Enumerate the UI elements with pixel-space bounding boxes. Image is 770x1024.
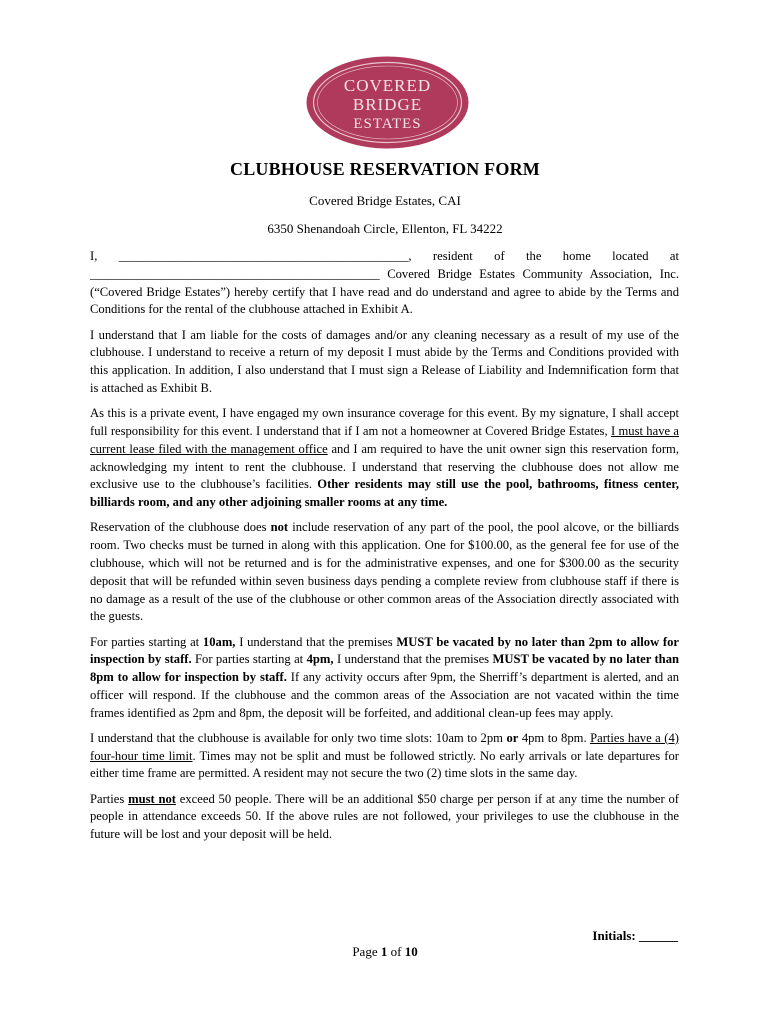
paragraph-insurance bbox=[90, 405, 679, 512]
text: I understand that the clubhouse is available for only two time slots: 10am to 2pm bbox=[90, 730, 507, 745]
logo-line-2: BRIDGE bbox=[352, 95, 423, 114]
paragraph-time-slots bbox=[90, 730, 679, 783]
initials-field: Initials: ______ bbox=[592, 928, 678, 943]
organization-name: Covered Bridge Estates, CAI bbox=[309, 193, 461, 208]
current-page: 1 bbox=[380, 944, 388, 959]
text: For parties starting at bbox=[90, 634, 203, 649]
text: I understand that the premises bbox=[333, 652, 493, 667]
text: Page bbox=[352, 944, 381, 959]
text: For parties starting at bbox=[191, 652, 307, 667]
text: If any activity occurs after 9pm, the Sherriff’s department is alerted, and an officer will respond. If the clubhouse and the common areas of the Association are not vacated within the time frames identified as 2pm and 8pm, the deposit will be forfeited, and additional clean-up fees may apply. bbox=[90, 670, 679, 720]
text: include reservation of any part of the pool, the pool alcove, or the billiards room. Two checks must be turned in along with this application. One for $100.00, as the general fee for use of the clubhouse, which will not be returned and is for the administrative expenses, and one for $300.00 as the security deposit that will be refunded within seven business days pending a complete review from clubhouse staff if there is no damage as a result of the use of the clubhouse or other common areas of the Association directly associated with the guests. bbox=[90, 520, 679, 624]
text-bold-underline: must not bbox=[128, 791, 176, 806]
text: I, ______________________________________________, resident of the home located at ______________________________________________ Covered Bridge Estates Community Association, Inc. (“Covered Bridge Estates”) hereby certify that I have read and do understand and agree to abide by the Terms and Conditions for the rental of the clubhouse attached in Exhibit A. bbox=[90, 249, 679, 317]
logo-line-3: ESTATES bbox=[353, 116, 422, 132]
text: Reservation of the clubhouse does bbox=[90, 520, 271, 535]
text-bold: 4pm, bbox=[306, 652, 334, 667]
text: . Times may not be split and must be followed strictly. No early arrivals or late departures for either time frame are permitted. A resident may not secure the two (2) time slots in the same day. bbox=[90, 748, 679, 781]
form-body bbox=[90, 248, 679, 851]
paragraph-capacity bbox=[90, 791, 679, 844]
text-bold: or bbox=[506, 730, 519, 745]
organization-address: 6350 Shenandoah Circle, Ellenton, FL 34222 bbox=[267, 221, 503, 236]
text: and I am required to have the unit owner sign this reservation form, acknowledging my intent to rent the clubhouse. I understand that reserving the clubhouse does not allow me exclusive use to the clubhouse’s facilities. bbox=[90, 441, 679, 492]
text-bold: MUST be vacated by no later than 2pm to allow for inspection by staff. bbox=[90, 634, 679, 667]
lease-requirement: I must have a current lease filed with the management office bbox=[90, 423, 680, 456]
text-bold: not bbox=[270, 520, 289, 535]
text: I understand that I am liable for the costs of damages and/or any cleaning necessary as a result of my use of the clubhouse. I understand to receive a return of my deposit I must abide by the Terms and Conditions provided with this application. In addition, I also understand that I must sign a Release of Liability and Indemnification form that is attached as Exhibit B. bbox=[90, 327, 679, 395]
page-number bbox=[0, 944, 770, 960]
shared-use-notice: Other residents may still use the pool, bathrooms, fitness center, billiards room, and any other adjoining smaller rooms at any time. bbox=[90, 477, 680, 510]
text: of bbox=[387, 944, 405, 959]
text: exceed 50 people. There will be an additional $50 charge per person if at any time the number of people in attendance exceeds 50. If the above rules are not followed, your privileges to use the clubhouse in the future will be lost and your deposit will be held. bbox=[90, 791, 679, 842]
text: As this is a private event, I have engaged my own insurance coverage for this event. By my signature, I shall accept full responsibility for this event. I understand that if I am not a homeowner at Covered Bridge Estates, bbox=[90, 406, 679, 438]
logo-line-1: COVERED bbox=[343, 76, 432, 95]
total-pages: 10 bbox=[404, 944, 418, 959]
text: Parties bbox=[90, 791, 129, 806]
text-bold: MUST be vacated by no later than 8pm to allow for inspection by staff. bbox=[90, 652, 679, 685]
page-title: CLUBHOUSE RESERVATION FORM bbox=[230, 159, 540, 179]
text: I understand that the premises bbox=[235, 634, 397, 649]
paragraph-liability bbox=[90, 327, 679, 398]
paragraph-vacate-times bbox=[90, 634, 679, 723]
time-limit: Parties have a (4) four-hour time limit bbox=[90, 730, 679, 763]
paragraph-certification bbox=[90, 248, 679, 319]
text-bold: 10am, bbox=[202, 634, 236, 649]
paragraph-fees bbox=[90, 519, 679, 626]
text: 4pm to 8pm. bbox=[518, 730, 591, 745]
covered-bridge-estates-logo bbox=[305, 55, 470, 150]
